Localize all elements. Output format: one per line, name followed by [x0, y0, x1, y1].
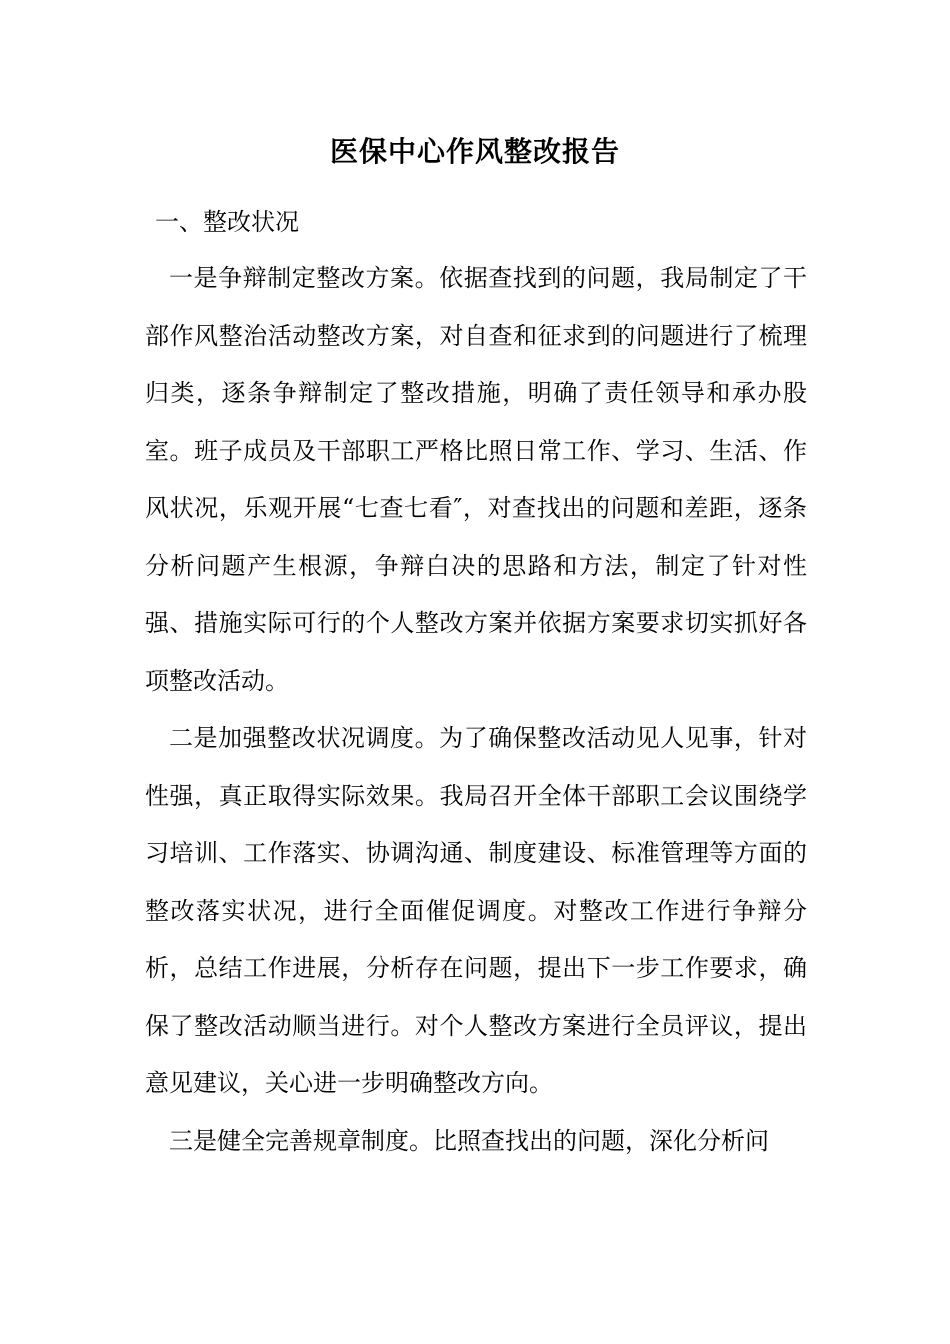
- document-title: 医保中心作风整改报告: [329, 135, 620, 168]
- body-text: [145, 250, 807, 1170]
- paragraph-2: 二是加强整改状况调度。为了确保整改活动见人见事，针对性强，真正取得实际效果。我局召开全体干部职工会议围绕学习培训、工作落实、协调沟通、制度建设、标准管理等方面的整改落实状况，进行全面催促调度。对整改工作进行争辩分析，总结工作进展，分析存在问题，提出下一步工作要求，确保了整改活动顺当进行。对个人整改方案进行全员评议，提出意见建议，关心进一步明确整改方向。: [145, 724, 807, 1097]
- section-heading: 一、整改状况: [155, 208, 299, 236]
- paragraph-1: 一是争辩制定整改方案。依据查找到的问题，我局制定了干部作风整治活动整改方案，对自查和征求到的问题进行了梳理归类，逐条争辩制定了整改措施，明确了责任领导和承办股室。班子成员及干部职工严格比照日常工作、学习、生活、作风状况，乐观开展“七查七看″，对查找出的问题和差距，逐条分析问题产生根源，争辩白决的思路和方法，制定了针对性强、措施实际可行的个人整改方案并依据方案要求切实抓好各项整改活动。: [145, 264, 807, 695]
- paragraph-3: 三是健全完善规章制度。比照查找出的问题，深化分析问: [169, 1126, 769, 1155]
